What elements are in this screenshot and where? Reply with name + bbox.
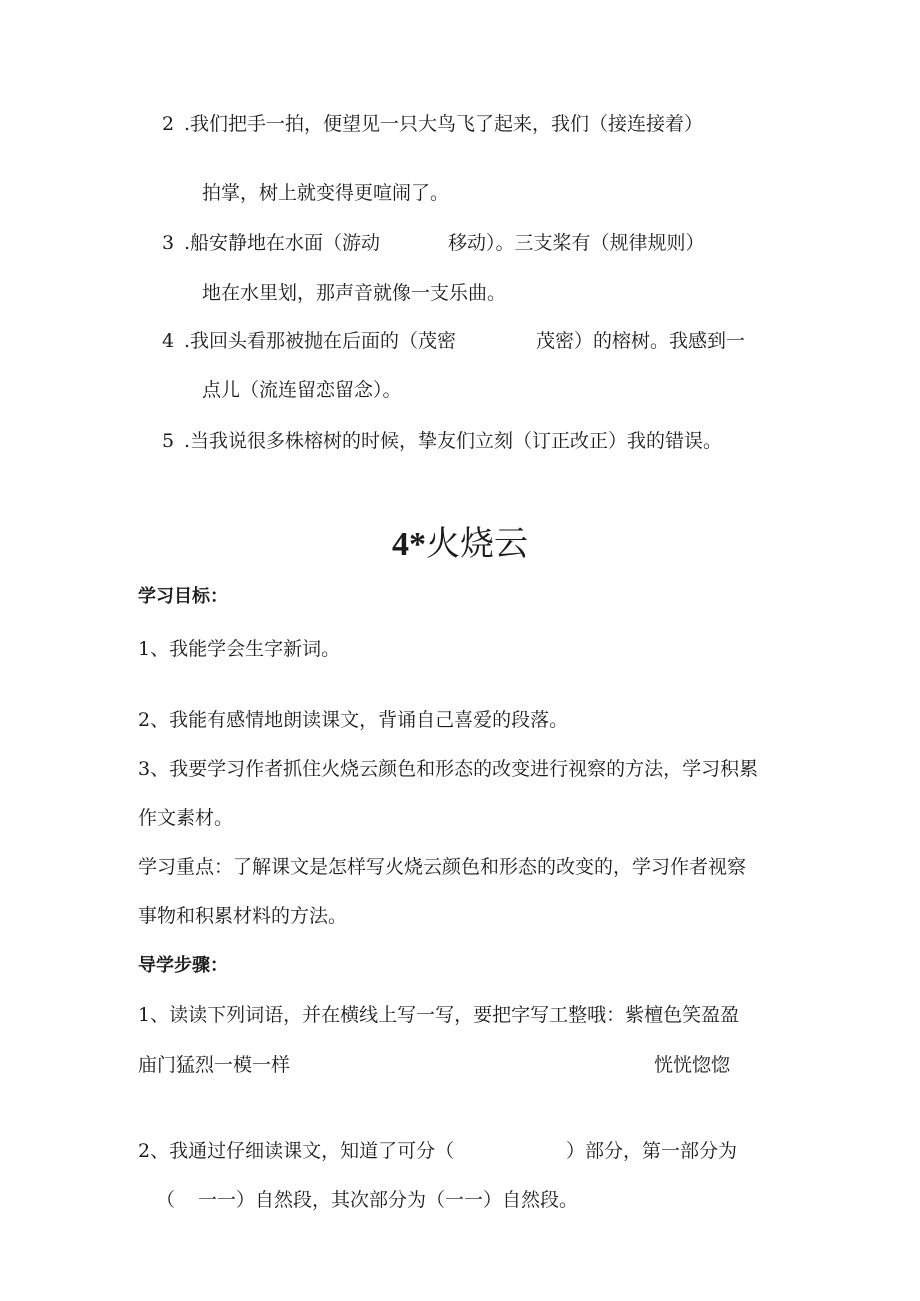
step2-text: 2、我通过仔细读课文，知道了可分（ xyxy=(138,1140,455,1162)
exercise-number: 4 xyxy=(162,330,175,352)
step2-text: ）部分，第一部分为 xyxy=(566,1140,738,1162)
exercise-text: .船安静地在水面（游动 xyxy=(184,232,381,254)
step1-words: 恍恍惚惚 xyxy=(654,1054,731,1076)
step2-text-cont: 一一）自然段，其次部分为（一一）自然段。 xyxy=(198,1189,579,1211)
steps-heading: 导学步骤： xyxy=(138,955,228,976)
exercise-text-cont: 点儿（流连留恋留念）。 xyxy=(202,379,402,401)
exercise-text-cont: 地在水里划，那声音就像一支乐曲。 xyxy=(202,282,507,304)
exercise-number: 3 xyxy=(162,232,175,254)
exercise-text: 移动）。三支桨有（规律规则） xyxy=(448,232,705,254)
goal-item: 1、我能学会生字新词。 xyxy=(138,638,341,660)
focus-text-cont: 事物和积累材料的方法。 xyxy=(138,905,348,927)
step1-words: 庙门猛烈一模一样 xyxy=(138,1054,291,1076)
exercise-text: .我回头看那被抛在后面的（茂密 xyxy=(184,330,457,352)
exercise-text: 茂密）的榕树。我感到一 xyxy=(536,330,746,352)
exercise-text: .我们把手一拍，便望见一只大鸟飞了起来，我们（接连接着） xyxy=(184,113,704,135)
focus-text: 学习重点：了解课文是怎样写火烧云颜色和形态的改变的，学习作者视察 xyxy=(138,856,747,878)
step1-text: 1、读读下列词语，并在横线上写一写，要把字写工整哦：紫檀色笑盈盈 xyxy=(138,1004,740,1026)
step2-text-cont: （ xyxy=(156,1189,176,1211)
goals-heading: 学习目标： xyxy=(138,586,228,607)
exercise-number: 5 xyxy=(162,430,175,452)
goal-item: 3、我要学习作者抓住火烧云颜色和形态的改变进行视察的方法，学习积累 xyxy=(138,758,759,780)
exercise-number: 2 xyxy=(162,113,175,135)
exercise-text: .当我说很多株榕树的时候，挚友们立刻（订正改正）我的错误。 xyxy=(184,430,723,452)
lesson-number: 4* xyxy=(392,526,426,563)
lesson-title xyxy=(0,524,920,565)
exercise-text-cont: 拍掌，树上就变得更喧闹了。 xyxy=(202,182,450,204)
goal-item: 2、我能有感情地朗读课文，背诵自己喜爱的段落。 xyxy=(138,709,569,731)
goal-item-cont: 作文素材。 xyxy=(138,807,234,829)
lesson-title-text: 火烧云 xyxy=(426,524,528,564)
